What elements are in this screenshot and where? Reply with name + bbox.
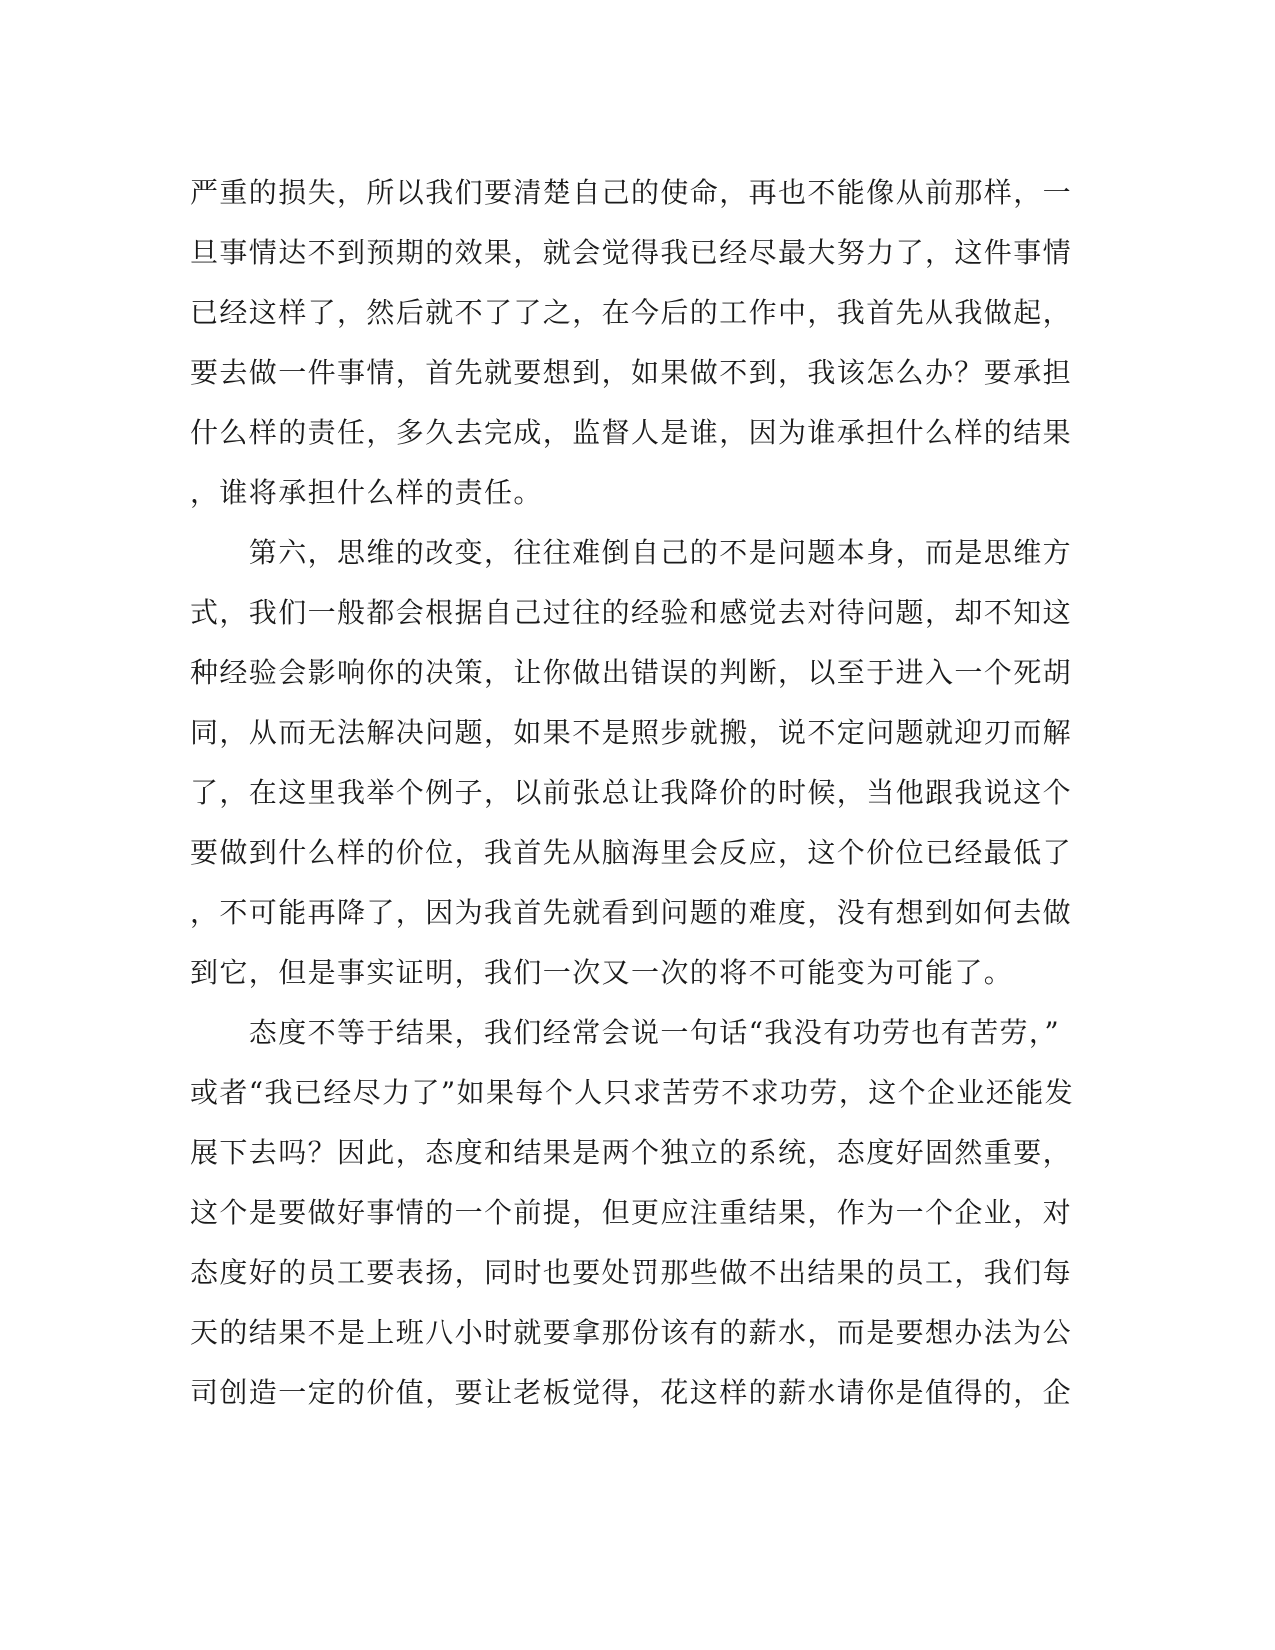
text-line: ，谁将承担什么样的责任。 <box>190 476 543 509</box>
text-line: 展下去吗？因此，态度和结果是两个独立的系统，态度好固然重要， <box>190 1136 1073 1169</box>
text-line: 要去做一件事情，首先就要想到，如果做不到，我该怎么办？要承担 <box>190 356 1073 389</box>
text-line: 这个是要做好事情的一个前提，但更应注重结果，作为一个企业，对 <box>190 1196 1073 1229</box>
text-line: 严重的损失，所以我们要清楚自己的使命，再也不能像从前那样，一 <box>190 176 1073 209</box>
text-line: 第六，思维的改变，往往难倒自己的不是问题本身，而是思维方 <box>190 536 1073 569</box>
text-line: 司创造一定的价值，要让老板觉得，花这样的薪水请你是值得的，企 <box>190 1376 1073 1409</box>
text-line: 种经验会影响你的决策，让你做出错误的判断，以至于进入一个死胡 <box>190 656 1073 689</box>
text-line: 同，从而无法解决问题，如果不是照步就搬，说不定问题就迎刃而解 <box>190 716 1073 749</box>
text-line: 态度好的员工要表扬，同时也要处罚那些做不出结果的员工，我们每 <box>190 1256 1073 1289</box>
text-line: 到它，但是事实证明，我们一次又一次的将不可能变为可能了。 <box>190 956 1014 989</box>
text-line: 或者“我已经尽力了”如果每个人只求苦劳不求功劳，这个企业还能发 <box>190 1076 1075 1109</box>
text-line: ，不可能再降了，因为我首先就看到问题的难度，没有想到如何去做 <box>190 896 1073 929</box>
body-text <box>190 163 1090 1423</box>
text-line: 旦事情达不到预期的效果，就会觉得我已经尽最大努力了，这件事情 <box>190 236 1073 269</box>
text-line: 要做到什么样的价位，我首先从脑海里会反应，这个价位已经最低了 <box>190 836 1073 869</box>
text-line: 已经这样了，然后就不了了之，在今后的工作中，我首先从我做起， <box>190 296 1073 329</box>
text-line: 了，在这里我举个例子，以前张总让我降价的时候，当他跟我说这个 <box>190 776 1073 809</box>
text-line: 式，我们一般都会根据自己过往的经验和感觉去对待问题，却不知这 <box>190 596 1073 629</box>
text-line: 什么样的责任，多久去完成，监督人是谁，因为谁承担什么样的结果 <box>190 416 1073 449</box>
text-line: 天的结果不是上班八小时就要拿那份该有的薪水，而是要想办法为公 <box>190 1316 1073 1349</box>
text-line: 态度不等于结果，我们经常会说一句话“我没有功劳也有苦劳，” <box>190 1016 1061 1049</box>
